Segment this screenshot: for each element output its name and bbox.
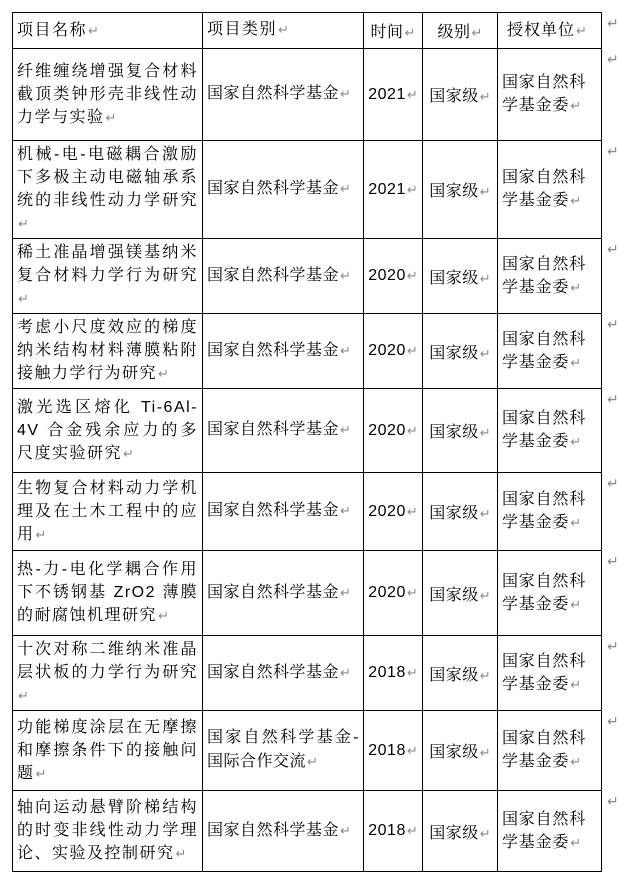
cell-year-text: 2018 [368,822,406,839]
cell-authority[interactable] [498,551,602,636]
header-year-text: 时间 [370,24,404,41]
paragraph-mark-icon: ↵ [479,826,491,842]
cell-year[interactable] [364,636,423,711]
cell-authority-text: 国家自然科学基金委 [502,169,587,209]
table-body [13,49,602,872]
cell-project-name[interactable] [13,473,203,551]
cell-project-name-text: 稀土准晶增强镁基纳米复合材料力学行为研究 [17,244,198,284]
cell-level-text: 国家级 [429,344,479,362]
cell-category[interactable] [203,141,364,239]
cell-project-name-text: 十次对称二维纳米准晶层状板的力学行为研究 [17,641,198,681]
paragraph-mark-icon: ↵ [479,185,491,200]
cell-year-text: 2020 [368,502,406,520]
header-category[interactable] [203,13,364,49]
cell-year-text: 2020 [368,342,406,359]
cell-level[interactable] [423,636,498,711]
cell-authority[interactable] [498,389,602,473]
paragraph-mark-icon: ↵ [340,87,351,102]
header-category-text: 项目类别 [207,21,278,38]
cell-level[interactable] [423,389,498,473]
cell-authority[interactable] [498,791,602,872]
cell-level[interactable] [423,473,498,551]
cell-year[interactable] [364,239,423,314]
cell-category-text: 国家自然科学基金 [207,341,340,359]
header-project-name-text: 项目名称 [17,21,88,39]
cell-level[interactable] [423,551,498,636]
paragraph-mark-icon: ↵ [471,26,483,41]
row-end-paragraph-mark-icon: ↵ [607,475,619,492]
paragraph-mark-icon: ↵ [123,446,134,462]
cell-level-text: 国家级 [429,666,479,684]
row-end-paragraph-mark-icon: ↵ [607,713,619,730]
paragraph-mark-icon: ↵ [340,343,351,359]
cell-level-text: 国家级 [429,424,479,441]
cell-year[interactable] [364,141,423,239]
paragraph-mark-icon: ↵ [576,23,587,39]
cell-authority-text: 国家自然科学基金委 [502,652,587,693]
cell-category[interactable] [203,239,364,314]
cell-year[interactable] [364,791,423,872]
paragraph-mark-icon: ↵ [406,182,418,198]
cell-year[interactable] [364,551,423,636]
cell-year-text: 2021 [368,180,406,198]
header-authority[interactable] [498,13,602,49]
cell-project-name[interactable] [13,389,203,473]
row-end-paragraph-mark-icon: ↵ [607,793,619,810]
paragraph-mark-icon: ↵ [406,743,418,759]
paragraph-mark-icon: ↵ [340,585,351,601]
cell-level[interactable] [423,49,498,141]
cell-project-name[interactable] [13,791,203,872]
cell-level-text: 国家级 [429,269,479,287]
cell-category-text: 国家自然科学基金 [207,502,340,519]
cell-project-name[interactable] [13,239,203,314]
paragraph-mark-icon: ↵ [35,527,47,543]
header-row [13,13,602,49]
cell-category[interactable] [203,314,364,389]
paragraph-mark-icon: ↵ [340,665,351,681]
row-end-paragraph-mark-icon: ↵ [607,553,619,570]
cell-category[interactable] [203,473,364,551]
cell-project-name[interactable] [13,49,203,141]
cell-project-name-text: 考虑小尺度效应的梯度纳米结构材料薄膜粘附接触力学行为研究 [17,319,198,382]
paragraph-mark-icon: ↵ [406,824,418,839]
cell-level-text: 国家级 [429,505,479,522]
row-end-paragraph-mark-icon: ↵ [607,51,619,68]
paragraph-mark-icon: ↵ [340,268,351,284]
cell-level-text: 国家级 [429,88,479,105]
row-end-paragraph-mark-icon: ↵ [607,15,619,32]
paragraph-mark-icon: ↵ [406,666,418,681]
table-row [13,141,602,239]
cell-category[interactable] [203,389,364,473]
cell-authority-text: 国家自然科学基金委 [502,491,587,531]
cell-year-text: 2021 [368,85,406,103]
cell-year-text: 2020 [368,267,406,284]
paragraph-mark-icon: ↵ [404,26,416,41]
cell-level[interactable] [423,791,498,872]
table-row [13,551,602,636]
header-level[interactable] [423,13,498,49]
cell-year[interactable] [364,711,423,791]
cell-project-name-text: 生物复合材料动力学机理及在土木工程中的应用 [17,479,198,543]
paragraph-mark-icon: ↵ [406,344,418,359]
cell-project-name[interactable] [13,141,203,239]
cell-category-text: 国家自然科学基金 [207,821,340,839]
paragraph-mark-icon: ↵ [158,367,169,382]
cell-authority-text: 国家自然科学基金委 [502,730,587,770]
cell-authority[interactable] [498,473,602,551]
cell-category[interactable] [203,791,364,872]
cell-project-name-text: 机械-电-电磁耦合激励下多极主动电磁轴承系统的非线性动力学研究 [17,146,198,209]
paragraph-mark-icon: ↵ [570,99,582,114]
paragraph-mark-icon: ↵ [570,280,582,296]
paragraph-mark-icon: ↵ [479,426,491,441]
paragraph-mark-icon: ↵ [88,23,99,39]
table-row [13,711,602,791]
cell-project-name-text: 激光选区熔化 Ti-6Al-4V 合金残余应力的多尺度实验研究 [17,398,198,462]
paragraph-mark-icon: ↵ [18,689,29,704]
paragraph-mark-icon: ↵ [307,755,318,770]
cell-project-name-text: 轴向运动悬臂阶梯结构的时变非线性动力学理论、实验及控制研究 [17,799,198,862]
cell-project-name[interactable] [13,711,203,791]
paragraph-mark-icon: ↵ [479,668,491,684]
paragraph-mark-icon: ↵ [406,269,418,284]
table-row [13,473,602,551]
cell-category-text: 国家自然科学基金 [207,421,340,438]
paragraph-mark-icon: ↵ [570,835,582,851]
projects-table [12,12,602,872]
paragraph-mark-icon: ↵ [340,504,351,519]
cell-project-name-text: 热-力-电化学耦合作用下不锈钢基 ZrO2 薄膜的耐腐蚀机理研究 [17,561,198,624]
paragraph-mark-icon: ↵ [570,677,582,693]
cell-year[interactable] [364,49,423,141]
header-year[interactable] [364,13,423,49]
paragraph-mark-icon: ↵ [570,194,582,209]
cell-year-text: 2018 [368,664,406,681]
table-row [13,389,602,473]
cell-year-text: 2018 [368,741,406,759]
cell-category-text: 国家自然科学基金-国际合作交流 [207,729,359,770]
cell-project-name[interactable] [13,636,203,711]
paragraph-mark-icon: ↵ [570,516,582,531]
cell-level-text: 国家级 [429,586,479,604]
paragraph-mark-icon: ↵ [18,217,29,232]
row-end-paragraph-mark-icon: ↵ [607,391,619,408]
row-end-paragraph-mark-icon: ↵ [607,241,619,258]
cell-authority-text: 国家自然科学基金委 [502,572,587,613]
table-row [13,636,602,711]
paragraph-mark-icon: ↵ [479,346,491,362]
cell-level-text: 国家级 [429,824,479,842]
paragraph-mark-icon: ↵ [340,423,351,438]
cell-year[interactable] [364,314,423,389]
cell-authority-text: 国家自然科学基金委 [502,255,587,296]
cell-category[interactable] [203,551,364,636]
cell-project-name-text: 纤维缠绕增强复合材料截顶类钟形壳非线性动力学与实验 [17,62,198,126]
paragraph-mark-icon: ↵ [406,423,418,439]
cell-level[interactable] [423,239,498,314]
cell-level[interactable] [423,711,498,791]
cell-authority-text: 国家自然科学基金委 [502,810,587,851]
paragraph-mark-icon: ↵ [406,504,418,520]
cell-level[interactable] [423,141,498,239]
paragraph-mark-icon: ↵ [175,847,187,862]
paragraph-mark-icon: ↵ [570,755,582,770]
cell-authority-text: 国家自然科学基金委 [502,330,587,371]
paragraph-mark-icon: ↵ [570,597,582,613]
paragraph-mark-icon: ↵ [158,609,169,624]
paragraph-mark-icon: ↵ [18,292,29,307]
cell-level-text: 国家级 [429,183,479,200]
cell-authority[interactable] [498,636,602,711]
header-level-text: 级别 [437,24,471,41]
cell-year-text: 2020 [368,421,406,439]
paragraph-mark-icon: ↵ [406,87,418,103]
cell-year-text: 2020 [368,584,406,601]
cell-level-text: 国家级 [429,744,479,761]
cell-authority[interactable] [498,314,602,389]
paragraph-mark-icon: ↵ [479,507,491,522]
paragraph-mark-icon: ↵ [479,746,491,761]
row-end-paragraph-mark-icon: ↵ [607,316,619,333]
cell-category[interactable] [203,49,364,141]
cell-category-text: 国家自然科学基金 [207,85,340,102]
table-row [13,791,602,872]
cell-project-name[interactable] [13,314,203,389]
paragraph-mark-icon: ↵ [479,588,491,604]
paragraph-mark-icon: ↵ [479,271,491,287]
paragraph-mark-icon: ↵ [479,90,491,105]
table-row [13,239,602,314]
paragraph-mark-icon: ↵ [340,823,351,839]
cell-project-name[interactable] [13,551,203,636]
paragraph-mark-icon: ↵ [570,355,582,371]
header-project-name[interactable] [13,13,203,49]
cell-category-text: 国家自然科学基金 [207,663,340,681]
cell-category-text: 国家自然科学基金 [207,583,340,601]
cell-year[interactable] [364,389,423,473]
cell-authority[interactable] [498,141,602,239]
cell-authority-text: 国家自然科学基金委 [502,410,587,450]
paragraph-mark-icon: ↵ [278,23,289,38]
paragraph-mark-icon: ↵ [105,110,117,126]
cell-authority[interactable] [498,239,602,314]
cell-category[interactable] [203,711,364,791]
paragraph-mark-icon: ↵ [406,586,418,601]
cell-category-text: 国家自然科学基金 [207,180,340,197]
paragraph-mark-icon: ↵ [570,435,582,450]
paragraph-mark-icon: ↵ [35,766,47,782]
cell-authority[interactable] [498,49,602,141]
cell-year[interactable] [364,473,423,551]
cell-authority-text: 国家自然科学基金委 [502,74,587,114]
row-end-paragraph-mark-icon: ↵ [607,143,619,160]
paragraph-mark-icon: ↵ [340,182,351,197]
cell-level[interactable] [423,314,498,389]
table-row [13,314,602,389]
table-row [13,49,602,141]
header-authority-text: 授权单位 [507,21,576,39]
cell-authority[interactable] [498,711,602,791]
cell-category[interactable] [203,636,364,711]
cell-project-name-text: 功能梯度涂层在无摩擦和摩擦条件下的接触问题 [17,718,198,782]
cell-category-text: 国家自然科学基金 [207,266,340,284]
row-end-paragraph-mark-icon: ↵ [607,638,619,655]
